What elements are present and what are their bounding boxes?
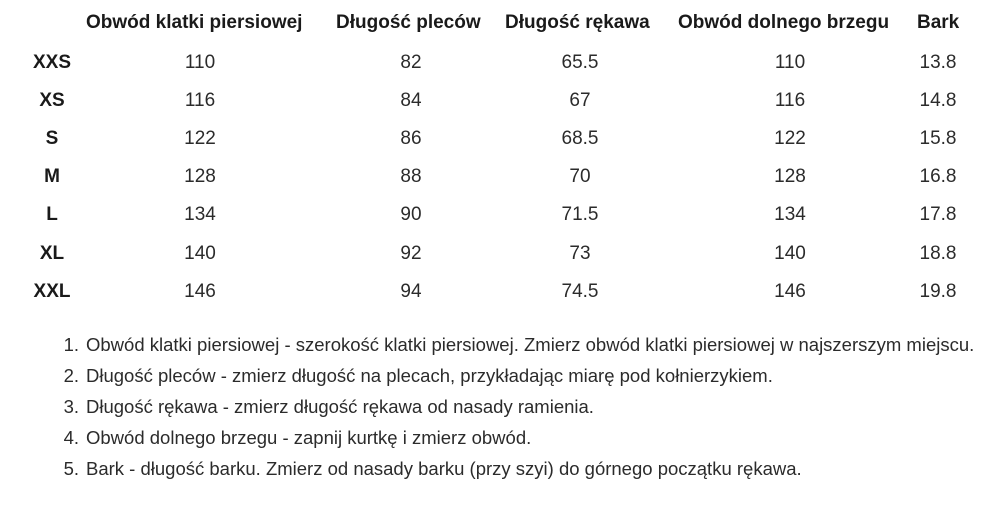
note-number: 4.: [63, 427, 79, 448]
shoulder-value: 19.8: [919, 281, 957, 302]
back-value: 82: [400, 52, 422, 73]
size-label: XXS: [32, 52, 72, 73]
sleeve-value: 68.5: [561, 128, 599, 149]
table-row: [0, 166, 1000, 194]
size-label: S: [45, 128, 59, 149]
chest-value: 140: [184, 243, 216, 264]
back-value: 84: [400, 90, 422, 111]
sleeve-value: 70: [569, 166, 591, 187]
hem-value: 110: [774, 52, 806, 73]
header-hem: Obwód dolnego brzegu: [678, 12, 890, 33]
back-value: 88: [400, 166, 422, 187]
size-label: L: [46, 204, 58, 225]
note-text: Długość pleców - zmierz długość na plecach, przykładając miarę pod kołnierzykiem.: [86, 365, 773, 386]
note-number: 3.: [63, 396, 79, 417]
chest-value: 110: [184, 52, 216, 73]
note-text: Obwód dolnego brzegu - zapnij kurtkę i zmierz obwód.: [86, 427, 532, 448]
sleeve-value: 74.5: [561, 281, 599, 302]
sleeve-value: 73: [569, 243, 591, 264]
size-label: XL: [39, 243, 65, 264]
note-number: 1.: [63, 334, 79, 355]
header-shoulder: Bark: [917, 12, 960, 33]
header-chest: Obwód klatki piersiowej: [86, 12, 303, 33]
back-value: 86: [400, 128, 422, 149]
sleeve-value: 67: [569, 90, 591, 111]
chest-value: 128: [184, 166, 216, 187]
sleeve-value: 65.5: [561, 52, 599, 73]
shoulder-value: 14.8: [919, 90, 957, 111]
table-row: [0, 204, 1000, 232]
shoulder-value: 16.8: [919, 166, 957, 187]
table-row: [0, 90, 1000, 118]
chest-value: 134: [184, 204, 216, 225]
shoulder-value: 13.8: [919, 52, 957, 73]
chest-value: 146: [184, 281, 216, 302]
note-text: Długość rękawa - zmierz długość rękawa od nasady ramienia.: [86, 396, 594, 417]
list-item: [0, 456, 1000, 482]
chest-value: 116: [184, 90, 216, 111]
size-table-header: [0, 12, 1000, 40]
header-sleeve-length: Długość rękawa: [505, 12, 650, 33]
back-value: 90: [400, 204, 422, 225]
measurement-notes: [0, 332, 1000, 487]
hem-value: 122: [774, 128, 806, 149]
list-item: [0, 394, 1000, 420]
hem-value: 134: [774, 204, 806, 225]
sleeve-value: 71.5: [561, 204, 599, 225]
table-row: [0, 281, 1000, 309]
table-row: [0, 243, 1000, 271]
hem-value: 140: [774, 243, 806, 264]
size-label: M: [44, 166, 60, 187]
hem-value: 146: [774, 281, 806, 302]
hem-value: 128: [774, 166, 806, 187]
chest-value: 122: [184, 128, 216, 149]
list-item: [0, 425, 1000, 451]
note-number: 2.: [63, 365, 79, 386]
note-text: Obwód klatki piersiowej - szerokość klatki piersiowej. Zmierz obwód klatki piersiowej w najszerszym miejscu.: [86, 334, 975, 355]
hem-value: 116: [774, 90, 806, 111]
table-row: [0, 128, 1000, 156]
table-row: [0, 52, 1000, 80]
header-back-length: Długość pleców: [336, 12, 481, 33]
back-value: 92: [400, 243, 422, 264]
size-label: XXL: [33, 281, 71, 302]
note-number: 5.: [63, 458, 79, 479]
list-item: [0, 332, 1000, 358]
note-text: Bark - długość barku. Zmierz od nasady barku (przy szyi) do górnego początku rękawa.: [86, 458, 802, 479]
shoulder-value: 17.8: [919, 204, 957, 225]
back-value: 94: [400, 281, 422, 302]
size-label: XS: [39, 90, 65, 111]
shoulder-value: 18.8: [919, 243, 957, 264]
shoulder-value: 15.8: [919, 128, 957, 149]
list-item: [0, 363, 1000, 389]
